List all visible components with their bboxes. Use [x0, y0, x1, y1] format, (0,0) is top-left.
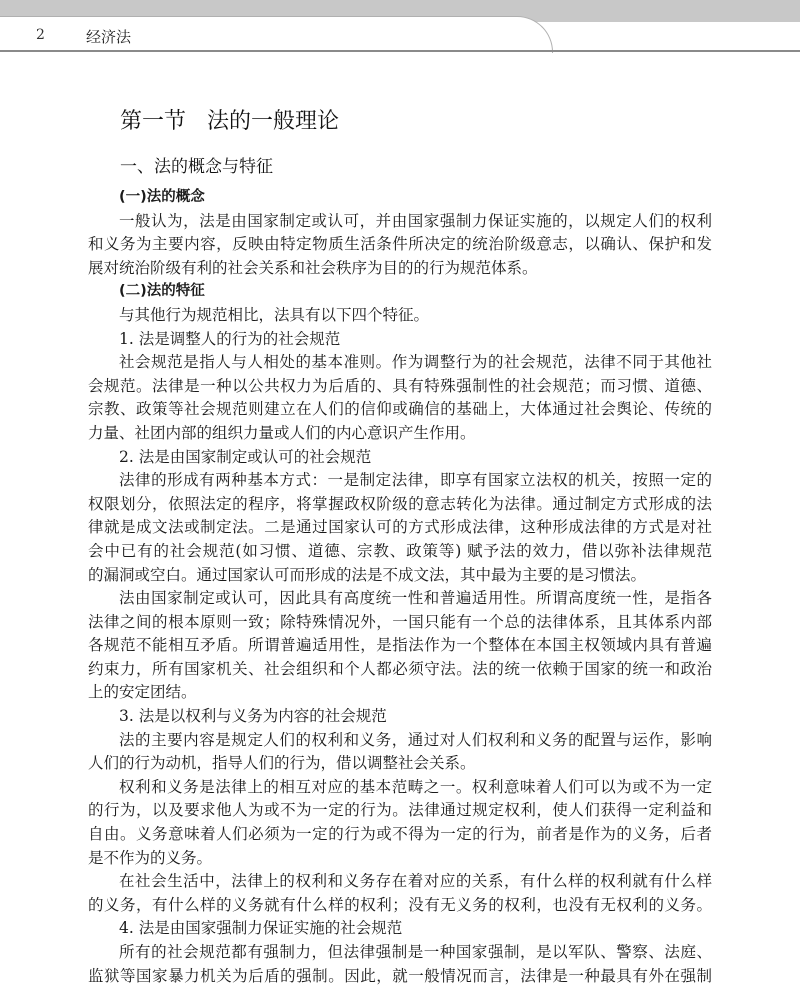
- text-line: 的漏洞或空白。通过国家认可而形成的法是不成文法，其中最为主要的是习惯法。: [88, 565, 647, 584]
- list-item-title: 2. 法是由国家制定或认可的社会规范: [119, 447, 372, 466]
- list-item-title: 1. 法是调整人的行为的社会规范: [119, 329, 341, 348]
- text-line: 和义务为主要内容，反映由特定物质生活条件所决定的统治阶级意志，以确认、保护和发: [88, 235, 712, 254]
- text-line: 一般认为，法是由国家制定或认可，并由国家强制力保证实施的，以规定人们的权利: [119, 211, 712, 230]
- text-line: 会中已有的社会规范(如习惯、道德、宗教、政策等) 赋予法的效力，借以弥补法律规范: [88, 541, 712, 560]
- text-line: 权利和义务是法律上的相互对应的基本范畴之一。权利意味着人们可以为或不为一定: [119, 777, 712, 796]
- text-line: 展对统治阶级有利的社会关系和社会秩序为目的的行为规范体系。: [88, 258, 538, 277]
- text-line: 律就是成文法或制定法。二是通过国家认可的方式形成法律，这种形成法律的方式是对社: [88, 518, 712, 537]
- text-line: 监狱等国家暴力机关为后盾的强制。因此，就一般情况而言，法律是一种最具有外在强制: [88, 966, 712, 985]
- text-line: 约束力，所有国家机关、社会组织和个人都必须守法。法的统一依赖于国家的统一和政治: [88, 659, 712, 678]
- text-line: 在社会生活中，法律上的权利和义务存在着对应的关系，有什么样的权利就有什么样: [119, 872, 712, 891]
- text-line: 的义务，有什么样的义务就有什么样的权利；没有无义务的权利，也没有无权利的义务。: [88, 895, 712, 914]
- text-line: 法的主要内容是规定人们的权利和义务，通过对人们权利和义务的配置与运作，影响: [119, 730, 712, 749]
- text-line: 是不作为的义务。: [88, 848, 213, 867]
- text-line: 社会规范是指人与人相处的基本准则。作为调整行为的社会规范，法律不同于其他社: [119, 353, 712, 372]
- page-header: [0, 0, 800, 52]
- subheading: (二)法的特征: [119, 283, 205, 300]
- text-line: 会规范。法律是一种以公共权力为后盾的、具有特殊强制性的社会规范；而习惯、道德、: [88, 376, 712, 395]
- text-line: 人们的行为动机，指导人们的行为，借以调整社会关系。: [88, 754, 476, 773]
- text-line: 法由国家制定或认可，因此具有高度统一性和普遍适用性。所谓高度统一性，是指各: [119, 589, 712, 608]
- list-item-title: 3. 法是以权利与义务为内容的社会规范: [119, 707, 387, 726]
- section-title: 第一节 法的一般理论: [120, 109, 339, 134]
- subheading: (一)法的概念: [119, 189, 205, 205]
- text-line: 力量、社团内部的组织力量或人们的内心意识产生作用。: [88, 423, 476, 442]
- text-line: 法律的形成有两种基本方式：一是制定法律，即享有国家立法权的机关，按照一定的: [119, 471, 712, 490]
- list-item-title: 4. 法是由国家强制力保证实施的社会规范: [119, 919, 403, 938]
- page-number: 2: [36, 27, 45, 43]
- text-line: 宗教、政策等社会规范则建立在人们的信仰或确信的基础上，大体通过社会舆论、传统的: [88, 400, 712, 419]
- header-tab: [0, 16, 553, 53]
- subsection-title: 一、法的概念与特征: [120, 157, 273, 177]
- text-line: 权限划分，依照法定的程序，将掌握政权阶级的意志转化为法律。通过制定方式形成的法: [88, 494, 712, 513]
- text-line: 各规范不能相互矛盾。所谓普遍适用性，是指法作为一个整体在本国主权领域内具有普遍: [88, 636, 712, 655]
- text-line: 所有的社会规范都有强制力，但法律强制是一种国家强制，是以军队、警察、法庭、: [119, 943, 712, 961]
- header-rule: [0, 50, 800, 52]
- text-line: 的行为，以及要求他人为或不为一定的行为。法律通过规定权利，使人们获得一定利益和: [88, 801, 712, 820]
- body-text: [88, 186, 712, 988]
- book-title: 经济法: [86, 28, 132, 46]
- text-line: 与其他行为规范相比，法具有以下四个特征。: [119, 305, 430, 324]
- text-line: 自由。义务意味着人们必须为一定的行为或不得为一定的行为，前者是作为的义务，后者: [88, 825, 712, 844]
- text-line: 法律之间的根本原则一致；除特殊情况外，一国只能有一个总的法律体系，且其体系内部: [88, 612, 712, 631]
- text-line: 上的安定团结。: [88, 683, 197, 702]
